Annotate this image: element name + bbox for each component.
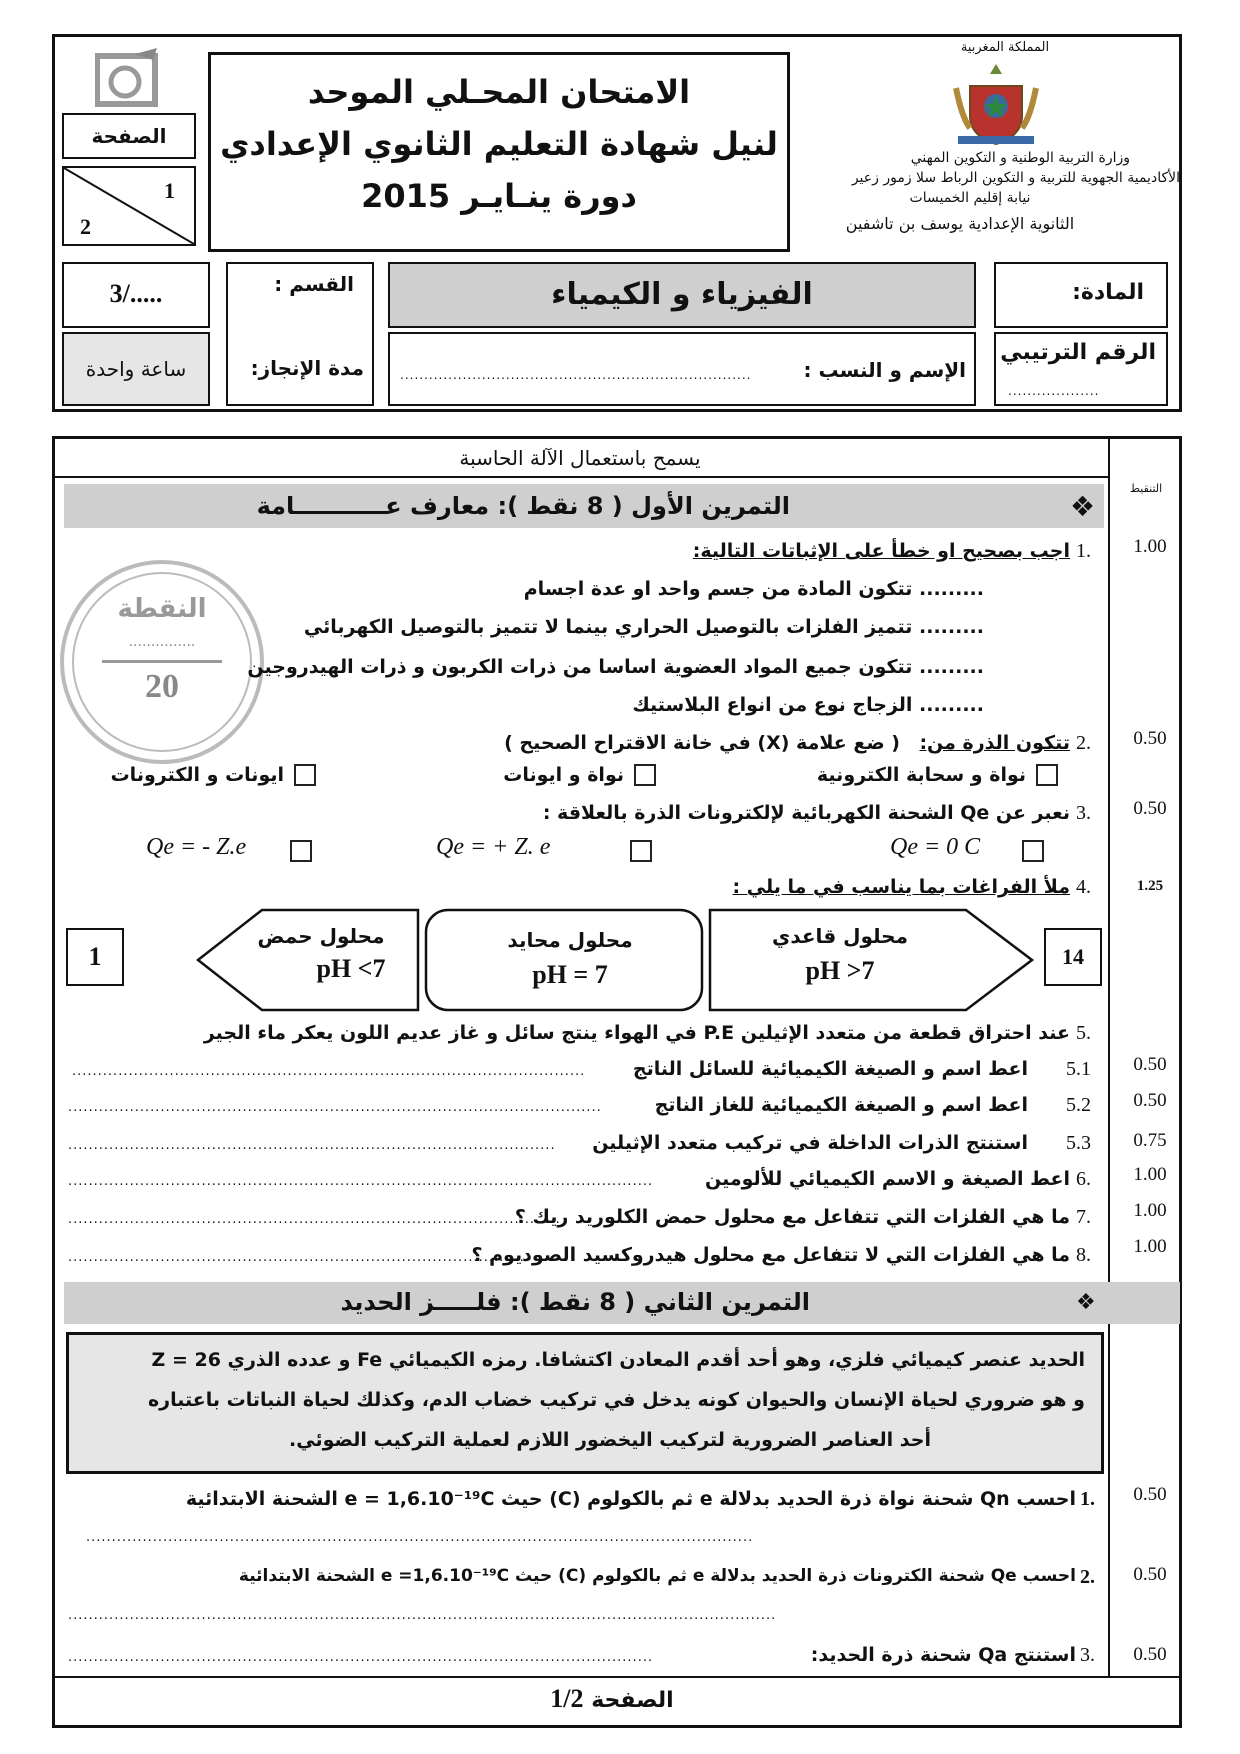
q5-number: 5. bbox=[1076, 1022, 1091, 1044]
academy-label: الأكاديمية الجهوية للتربية و التكوين الرباط سلا زمور زعير bbox=[851, 170, 1180, 186]
subject-label-box bbox=[994, 262, 1168, 328]
q3-number: 3. bbox=[1076, 802, 1091, 824]
q6-points: 1.00 bbox=[1133, 1164, 1167, 1185]
q3-option-checkbox[interactable] bbox=[1022, 840, 1044, 862]
royal-emblem-icon bbox=[948, 58, 1044, 150]
q2-text: تتكون الذرة من: bbox=[919, 732, 1070, 754]
duration-value-box bbox=[62, 332, 210, 406]
neutral-ph: pH = 7 bbox=[532, 960, 608, 989]
q8-points: 1.00 bbox=[1133, 1236, 1167, 1257]
q2-points: 0.50 bbox=[1133, 728, 1167, 749]
seat-field[interactable]: ................... bbox=[1008, 384, 1100, 398]
ex2-q3-answer-line[interactable]: .................................................................................................................. bbox=[68, 1650, 654, 1665]
subject-label: المادة: bbox=[1072, 280, 1144, 305]
basic-label: محلول قاعدي bbox=[772, 924, 908, 948]
q1-number: 1. bbox=[1076, 540, 1091, 562]
q1-item: ......... تتكون المادة من جسم واحد او عدة اجسام bbox=[523, 578, 984, 600]
q3-text: نعبر عن Qe الشحنة الكهربائية لإلكترونات الذرة بالعلاقة : bbox=[542, 802, 1070, 824]
q2-option: نواة و سحابة الكترونية bbox=[816, 764, 1026, 786]
q8-answer-line[interactable]: .......................................................................................... bbox=[68, 1250, 530, 1265]
ministry-label: وزارة التربية الوطنية و التكوين المهني bbox=[910, 150, 1130, 166]
q1-item: ......... تتميز الفلزات بالتوصيل الحراري بينما لا تتميز بالتوصيل الكهربائي bbox=[303, 616, 984, 638]
q7-text: ما هي الفلزات التي تتفاعل مع محلول حمض الكلوريد ريك ؟ bbox=[514, 1206, 1070, 1228]
q5-1-number: 5.1 bbox=[1066, 1058, 1091, 1080]
class-box bbox=[226, 262, 374, 406]
ex2-q2-text: احسب Qe شحنة الكترونات ذرة الحديد بدلالة e ثم بالكولوم (C) حيث e =1,6.10⁻¹⁹C الشحنة الابتدائية bbox=[238, 1566, 1076, 1586]
acid-label: محلول حمض bbox=[257, 924, 385, 948]
exercise1-title: التمرين الأول ( 8 نقط ): معارف عـــــــــــامة bbox=[256, 492, 790, 520]
q2-option-checkbox[interactable] bbox=[634, 764, 656, 786]
q6-number: 6. bbox=[1076, 1168, 1091, 1190]
ex2-intro-line: أحد العناصر الضرورية لتركيب اليخضور اللازم لعملية التركيب الضوئي. bbox=[289, 1429, 931, 1451]
basic-ph: pH >7 bbox=[805, 956, 875, 985]
ex2-q2-number: 2. bbox=[1080, 1566, 1095, 1588]
page-number: 1 bbox=[164, 178, 175, 203]
exam-session: دورة ينـايـر 2015 bbox=[361, 177, 637, 215]
score-box bbox=[62, 262, 210, 328]
q8-text: ما هي الفلزات التي لا تتفاعل مع محلول هيدروكسيد الصوديوم ؟ bbox=[471, 1244, 1070, 1266]
footer-page-label: الصفحة bbox=[591, 1688, 674, 1713]
grade-circle bbox=[60, 560, 264, 764]
ex2-q3-points: 0.50 bbox=[1133, 1644, 1167, 1665]
q5-1-points: 0.50 bbox=[1133, 1054, 1167, 1075]
q4-text: ملأ الفراغات بما يناسب في ما يلي : bbox=[732, 876, 1070, 898]
ex2-intro-box bbox=[66, 1332, 1104, 1474]
q5-3-answer-line[interactable]: ............................................................................................... bbox=[68, 1138, 556, 1153]
q5-3-text: استنتج الذرات الداخلة في تركيب متعدد الإثيلين bbox=[592, 1132, 1028, 1154]
name-field[interactable]: ......................................................................... bbox=[400, 368, 752, 382]
ex2-q2-points: 0.50 bbox=[1133, 1564, 1167, 1585]
q2-option-checkbox[interactable] bbox=[294, 764, 316, 786]
ex2-q1-text: احسب Qn شحنة نواة ذرة الحديد بدلالة e ثم بالكولوم (C) حيث e = 1,6.10⁻¹⁹C الشحنة الابتدائية bbox=[185, 1488, 1076, 1510]
ex2-q3-number: 3. bbox=[1080, 1644, 1095, 1666]
q2-option: نواة و ايونات bbox=[503, 764, 624, 786]
q3-option: Qe = - Z.e bbox=[146, 834, 247, 860]
class-label: القسم : bbox=[274, 272, 354, 296]
ex2-q2-answer-line[interactable]: .......................................................................................................................................... bbox=[68, 1608, 777, 1623]
name-label: الإسم و النسب : bbox=[803, 358, 966, 382]
q1-item: ......... الزجاج نوع من انواع البلاستيك bbox=[632, 694, 984, 716]
q5-2-text: اعط اسم و الصيغة الكيميائية للغاز الناتج bbox=[654, 1094, 1028, 1116]
score-box-text: 3/..... bbox=[109, 279, 163, 308]
page-label: الصفحة bbox=[91, 124, 167, 148]
kingdom-label: المملكة المغربية bbox=[960, 40, 1050, 55]
ph-scale-left-end: 1 bbox=[66, 928, 124, 986]
directorate-label: نيابة إقليم الخميسات bbox=[909, 190, 1031, 206]
footer-divider bbox=[52, 1676, 1182, 1678]
exam-subtitle: لنيل شهادة التعليم الثانوي الإعدادي bbox=[220, 125, 778, 163]
page-number-box bbox=[62, 166, 196, 246]
ex2-q1-points: 0.50 bbox=[1133, 1484, 1167, 1505]
name-box bbox=[388, 332, 976, 406]
exam-title: الامتحان المحـلي الموحد bbox=[307, 73, 691, 111]
q2-option-checkbox[interactable] bbox=[1036, 764, 1058, 786]
exercise2-title: التمرين الثاني ( 8 نقط ): فلـــــز الحديد bbox=[340, 1288, 810, 1316]
seat-label: الرقم الترتيبي bbox=[1000, 340, 1156, 365]
q5-2-answer-line[interactable]: ........................................................................................................ bbox=[68, 1100, 602, 1115]
grade-max: 20 bbox=[145, 668, 179, 705]
q3-option: Qe = 0 C bbox=[890, 834, 981, 860]
ph-scale-right-end: 14 bbox=[1044, 928, 1102, 986]
subject-name: الفيزياء و الكيمياء bbox=[551, 277, 813, 312]
calculator-note: يسمح باستعمال الآلة الحاسبة bbox=[459, 446, 701, 470]
footer-page bbox=[452, 1684, 772, 1714]
q2-hint: ( ضع علامة (X) في خانة الاقتراح الصحيح ) bbox=[504, 732, 900, 754]
q5-3-number: 5.3 bbox=[1066, 1132, 1091, 1154]
q1-item: ......... تتكون جميع المواد العضوية اساسا من ذرات الكربون و ذرات الهيدروجين bbox=[247, 656, 984, 678]
grade-field[interactable]: ............... bbox=[128, 634, 196, 650]
q7-answer-line[interactable]: ................................................................................................ bbox=[68, 1212, 561, 1227]
neutral-label: محلول محايد bbox=[507, 928, 633, 952]
q1-text: اجب بصحيح او خطأ على الإثباتات التالية: bbox=[692, 540, 1070, 562]
q3-option: Qe = + Z. e bbox=[436, 834, 551, 860]
school-label: الثانوية الإعدادية يوسف بن تاشفين bbox=[845, 214, 1075, 233]
q2-number: 2. bbox=[1076, 732, 1091, 754]
calculator-divider bbox=[52, 476, 1110, 478]
q3-option-checkbox[interactable] bbox=[290, 840, 312, 862]
q1-points: 1.00 bbox=[1133, 536, 1167, 557]
grading-column-header: التنقيط bbox=[1129, 482, 1163, 495]
footer-page-number: 1/2 bbox=[550, 1684, 584, 1713]
q3-points: 0.50 bbox=[1133, 798, 1167, 819]
q5-3-points: 0.75 bbox=[1133, 1130, 1167, 1151]
q7-points: 1.00 bbox=[1133, 1200, 1167, 1221]
title-box bbox=[208, 52, 790, 252]
q5-2-points: 0.50 bbox=[1133, 1090, 1167, 1111]
q4-number: 4. bbox=[1076, 876, 1091, 898]
grade-label: النقطة bbox=[117, 594, 207, 624]
ex2-q1-answer-line[interactable]: .................................................................................................................................. bbox=[86, 1530, 754, 1545]
ex2-q3-text: استنتج Qa شحنة ذرة الحديد: bbox=[810, 1644, 1076, 1666]
q4-points: 1.25 bbox=[1136, 878, 1164, 894]
q5-text: عند احتراق قطعة من متعدد الإثيلين P.E في الهواء ينتج سائل و غاز عديم اللون يعكر ماء الجير bbox=[203, 1022, 1070, 1044]
diamond-bullet-icon: ❖ bbox=[1076, 1290, 1096, 1315]
diamond-bullet-icon: ❖ bbox=[1070, 490, 1096, 523]
q6-text: اعط الصيغة و الاسم الكيميائي للألومين bbox=[705, 1168, 1070, 1190]
page-total: 2 bbox=[80, 214, 91, 239]
q6-answer-line[interactable]: .................................................................................................................. bbox=[68, 1174, 654, 1189]
exam-logo-icon bbox=[95, 48, 165, 108]
q5-1-text: اعط اسم و الصيغة الكيميائية للسائل الناتج bbox=[632, 1058, 1028, 1080]
duration-label: مدة الإنجاز: bbox=[250, 356, 364, 380]
q2-option: ايونات و الكترونات bbox=[110, 764, 284, 786]
duration-value: ساعة واحدة bbox=[85, 357, 187, 381]
ex2-intro-line: الحديد عنصر كيميائي فلزي، وهو أحد أقدم المعادن اكتشافا. رمزه الكيميائي Fe و عدده الذري Z = 26 bbox=[151, 1349, 1085, 1371]
subject-box bbox=[388, 262, 976, 328]
q8-number: 8. bbox=[1076, 1244, 1091, 1266]
q7-number: 7. bbox=[1076, 1206, 1091, 1228]
q3-option-checkbox[interactable] bbox=[630, 840, 652, 862]
ex2-q1-number: 1. bbox=[1080, 1488, 1095, 1510]
ex2-intro-line: و هو ضروري لحياة الإنسان والحيوان كونه يدخل في تركيب خضاب الدم، وكذلك لحياة النباتات باعتباره bbox=[147, 1389, 1085, 1411]
seat-box bbox=[994, 332, 1168, 406]
q5-2-number: 5.2 bbox=[1066, 1094, 1091, 1116]
q5-1-answer-line[interactable]: .................................................................................................... bbox=[72, 1064, 586, 1079]
acid-ph: pH <7 bbox=[316, 954, 386, 983]
page-label-box bbox=[62, 113, 196, 159]
